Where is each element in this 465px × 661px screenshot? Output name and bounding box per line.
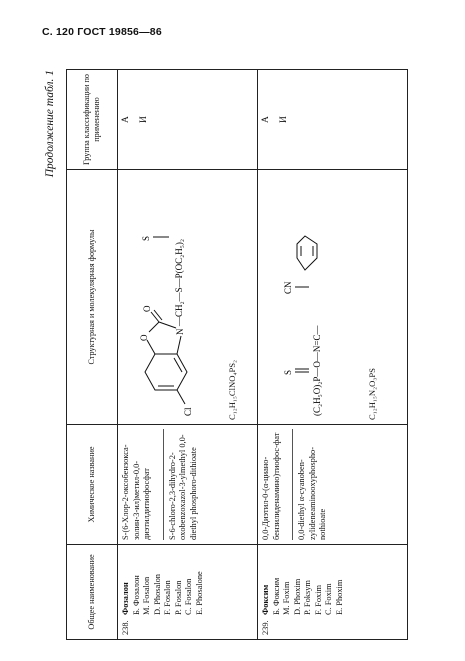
common-name-cell: [118, 545, 258, 640]
chemical-name-en: S-6-chloro-2,3-dihydro-2-oxobenzoxazol-3-ylmethyl 0,0-diethyl phosphoro-dithioate: [163, 429, 200, 540]
group-letter: А: [121, 116, 131, 123]
chemical-name-ru: S-(6-Хлор-2-оксобензокса-золин-3-ил)метил-0,0-диэтилдитиофосфат: [121, 444, 151, 540]
side-chain: —CH₂—S—P(OC₂H₅)₂: [174, 238, 184, 326]
main-chain: (C₂H₅O)₂P—O—N=C—: [312, 325, 322, 416]
synonym: D. Phosalon: [152, 574, 162, 615]
table-continuation-label: Продолжение табл. 1: [44, 70, 56, 178]
structural-formula: [261, 174, 361, 420]
chemical-name-cell: [258, 425, 408, 545]
synonym: P. Foksym: [303, 580, 312, 615]
common-name-cell: [258, 545, 408, 640]
atom-o-carbonyl: O: [142, 305, 152, 312]
table-header-row: [67, 70, 118, 640]
atom-s: S: [283, 369, 293, 375]
page-header: С. 120 ГОСТ 19856—86: [42, 26, 162, 38]
synonym: D. Phoxim: [292, 578, 302, 615]
molecular-formula: C₁₂H₁₅ClNO₄PS₂: [227, 359, 237, 420]
group-letter: А: [261, 116, 271, 123]
row-number: 238.: [121, 620, 130, 635]
synonym: F. Foxim: [313, 584, 323, 615]
group-cell: [118, 70, 258, 170]
synonym: P. Fosalon: [173, 580, 183, 615]
molecular-formula: C₁₂H₁₅N₂O₃PS: [367, 368, 377, 420]
col-header-group: Группа классификации по применению: [67, 70, 118, 170]
synonym: E. Phoxim: [334, 579, 344, 615]
group-letter: И: [138, 116, 149, 123]
synonym: F. Fosalon: [163, 580, 172, 615]
atom-cl: Cl: [183, 407, 193, 416]
structural-formula: [121, 174, 221, 420]
col-header-common-name: Общее наименование: [67, 545, 118, 640]
atom-n: N: [175, 328, 185, 335]
formula-cell: [258, 170, 408, 425]
table-row: [258, 70, 408, 640]
atom-s-thione: S: [141, 235, 151, 241]
row-number: 239.: [261, 620, 270, 635]
main-name: Фозалон: [121, 582, 130, 615]
synonym: М. Foxim: [282, 581, 291, 615]
rotated-page-body: [44, 70, 444, 640]
substances-table: [66, 69, 408, 640]
group-cell: [258, 70, 408, 170]
formula-cell: [118, 170, 258, 425]
synonym: C. Fosalon: [184, 578, 193, 615]
table-row: [118, 70, 258, 640]
atom-o-ring: O: [139, 334, 149, 341]
col-header-formula: Структурная и молекулярная формулы: [67, 170, 118, 425]
group-letter: И: [278, 116, 289, 123]
col-header-chemical-name: Химическое название: [67, 425, 118, 545]
main-name: Фоксим: [261, 584, 270, 615]
group-cn: CN: [283, 281, 293, 294]
synonym: E. Phosalone: [194, 571, 204, 615]
synonym: Б. Фозалон: [131, 575, 141, 615]
synonym: М. Fosalon: [142, 576, 151, 615]
chemical-name-cell: [118, 425, 258, 545]
phosalone-structure-drawing: [121, 175, 221, 420]
chemical-name-ru: 0,0-Диэтил-0-(α-циано-бензилиденамино)тиофос-фат: [261, 432, 281, 540]
synonym: C. Foxim: [324, 583, 333, 615]
phoxim-structure-drawing: [261, 175, 361, 420]
chemical-name-en: 0,0-diethyl α-cyanoben-zylideneaminooxyphospho-nothioate: [292, 429, 329, 540]
synonym: Б. Фоксим: [271, 577, 281, 615]
